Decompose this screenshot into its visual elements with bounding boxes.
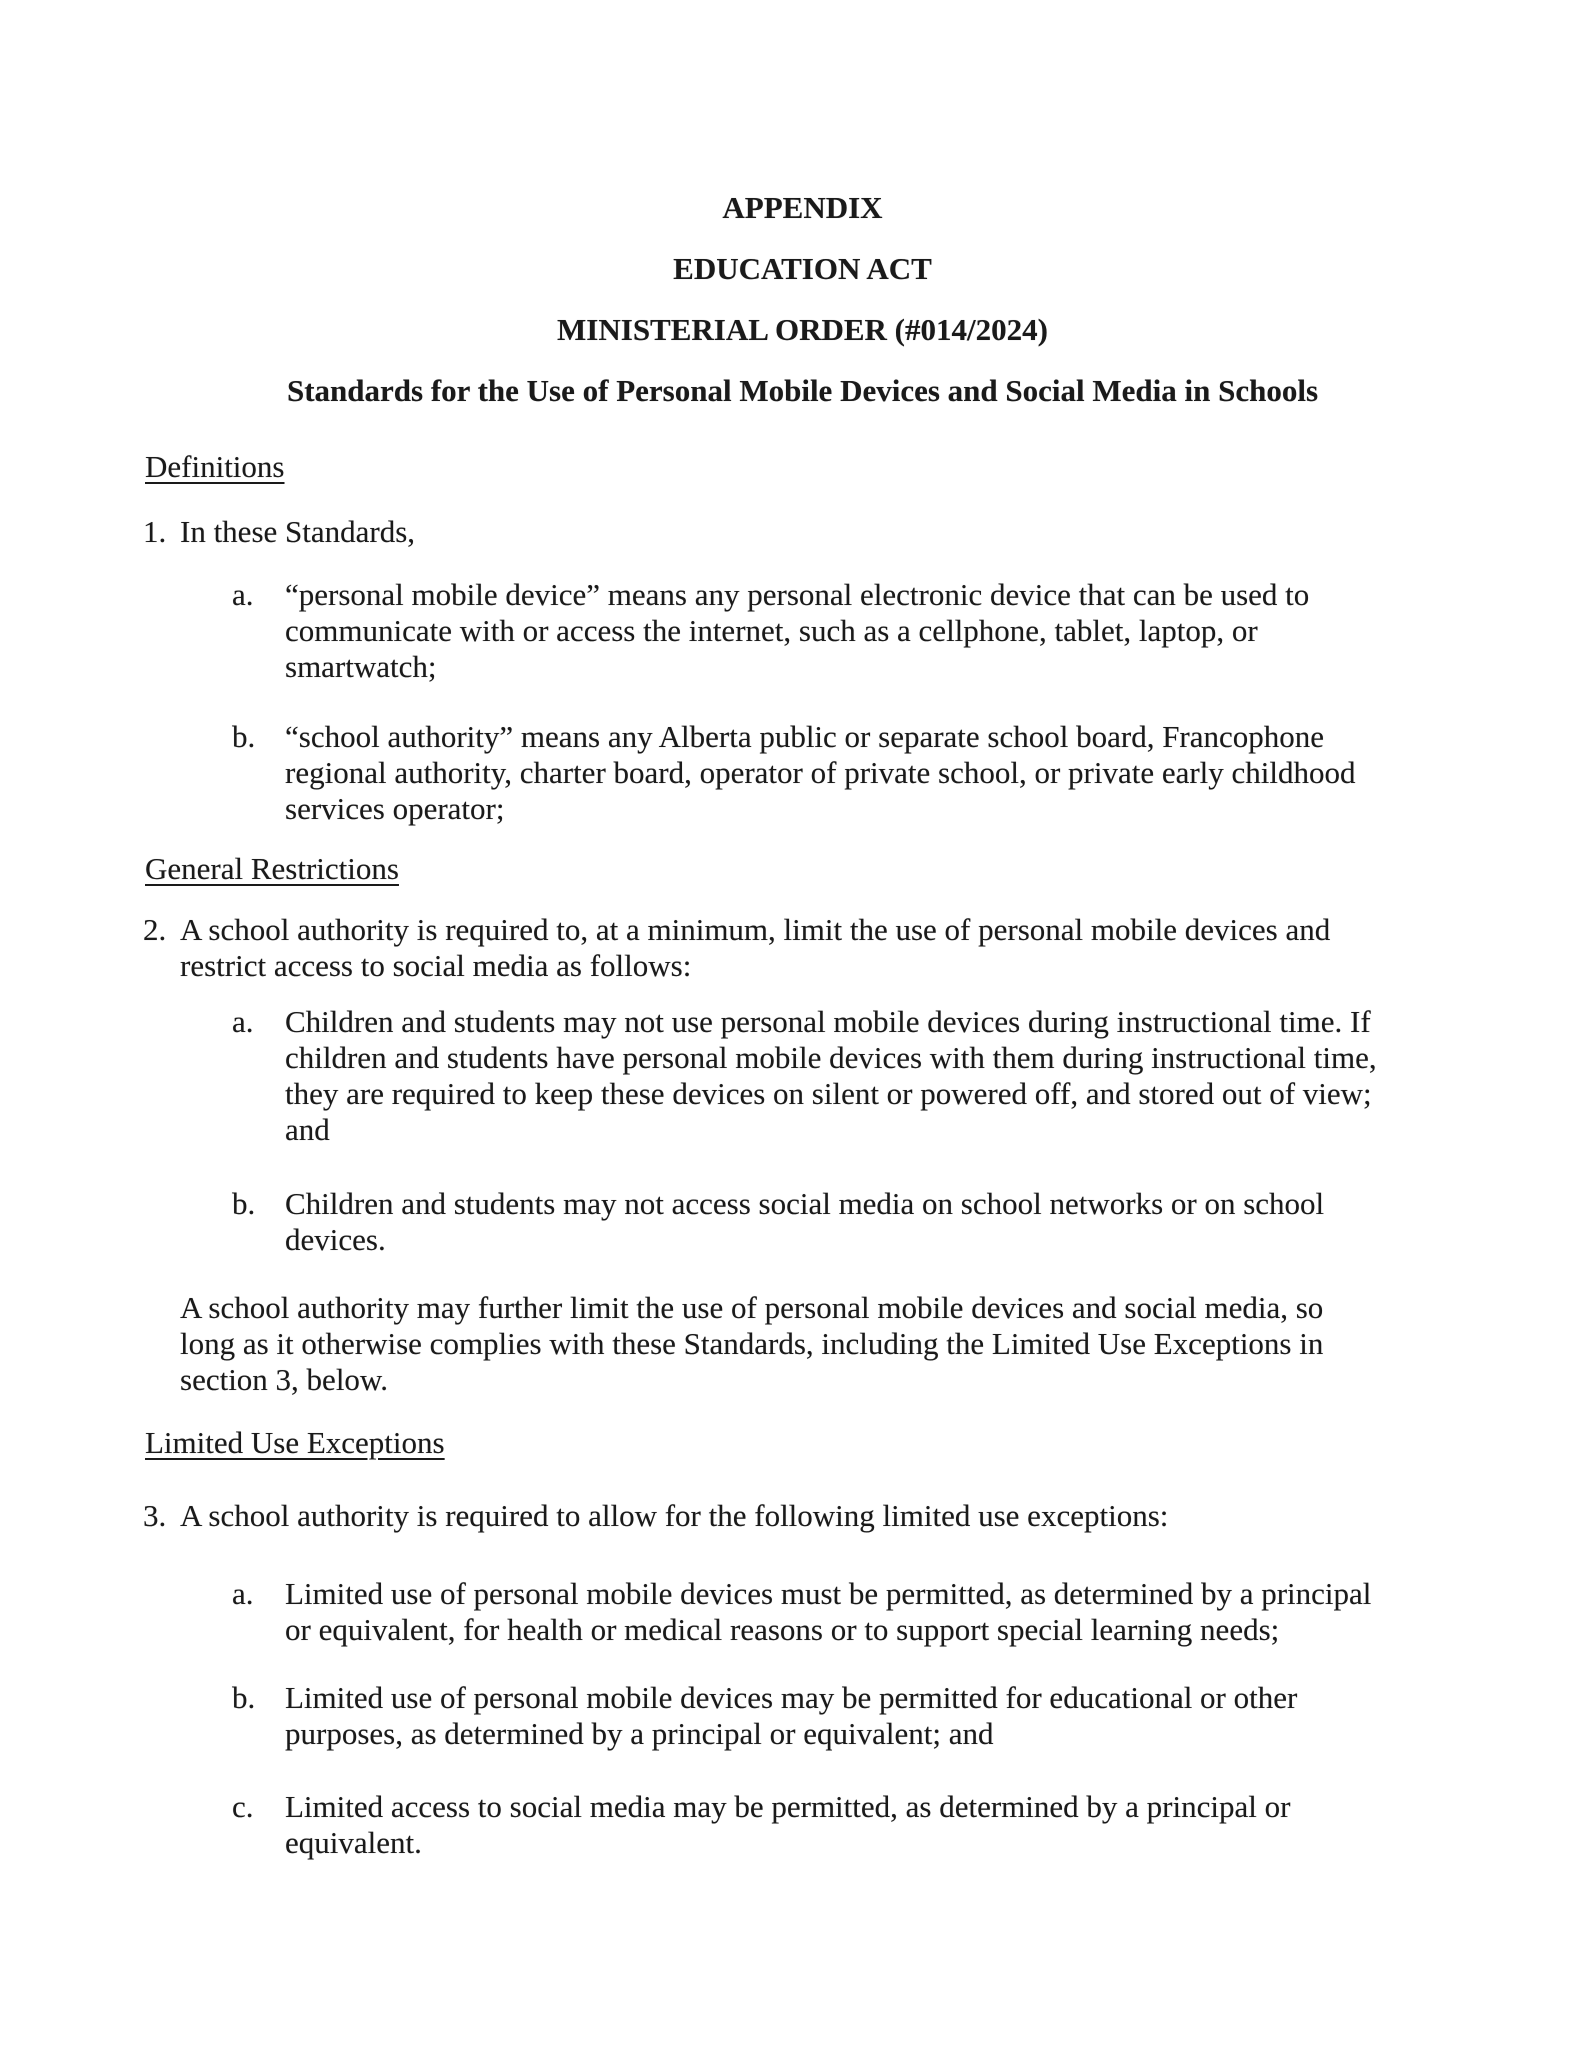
section-definitions [143, 449, 1462, 827]
order-title: MINISTERIAL ORDER (#014/2024) [557, 312, 1048, 347]
list-item-text: A school authority is required to, at a minimum, limit the use of personal mobile devices and restrict access to social media as follows: [180, 912, 1331, 983]
sub-item-letter: c. [232, 1789, 254, 1824]
section-heading-limited-use-exceptions: Limited Use Exceptions [145, 1425, 445, 1460]
sub-item-text: Limited access to social media may be permitted, as determined by a principal or equivalent. [285, 1789, 1291, 1860]
sub-item-2a [232, 1004, 1462, 1148]
list-number: 2. [143, 912, 167, 947]
list-item-1 [143, 514, 1462, 550]
sub-item-text: Children and students may not use personal mobile devices during instructional time. If children and students have personal mobile devices with them during instructional time, they are required to keep these devices on silent or powered off, and stored out of view; and [285, 1004, 1377, 1147]
sub-item-1a [232, 577, 1462, 685]
section-general-restrictions [143, 851, 1462, 1398]
sub-item-letter: b. [232, 1680, 256, 1715]
continuation-paragraph: A school authority may further limit the use of personal mobile devices and social media, so long as it otherwise complies with these Standards, including the Limited Use Exceptions in section 3, below. [180, 1290, 1324, 1397]
list-number: 3. [143, 1498, 167, 1533]
sub-item-3b [232, 1680, 1462, 1752]
sub-item-letter: b. [232, 719, 256, 754]
list-item-text: A school authority is required to allow for the following limited use exceptions: [180, 1498, 1169, 1533]
sub-item-2b [232, 1186, 1462, 1258]
section-heading-definitions: Definitions [145, 449, 285, 484]
sub-item-text: “school authority” means any Alberta public or separate school board, Francophone regional authority, charter board, operator of private school, or private early childhood services operator; [285, 719, 1356, 826]
sub-item-3c [232, 1789, 1462, 1861]
list-item-2 [143, 912, 1462, 984]
list-item-text: In these Standards, [180, 514, 416, 549]
sub-item-letter: b. [232, 1186, 256, 1221]
section-limited-use-exceptions [143, 1425, 1462, 1861]
section-heading-general-restrictions: General Restrictions [145, 851, 399, 886]
sub-item-letter: a. [232, 577, 254, 612]
appendix-title: APPENDIX [722, 190, 883, 225]
sub-item-text: “personal mobile device” means any personal electronic device that can be used to communicate with or access the internet, such as a cellphone, tablet, laptop, or smartwatch; [285, 577, 1310, 684]
sub-item-3a [232, 1576, 1462, 1648]
sub-item-1b [232, 719, 1462, 827]
sub-item-letter: a. [232, 1004, 254, 1039]
sub-item-text: Limited use of personal mobile devices must be permitted, as determined by a principal or equivalent, for health or medical reasons or to support special learning needs; [285, 1576, 1372, 1647]
sub-item-text: Limited use of personal mobile devices may be permitted for educational or other purposes, as determined by a principal or equivalent; and [285, 1680, 1298, 1751]
list-number: 1. [143, 514, 167, 549]
list-item-3 [143, 1498, 1462, 1534]
document-subtitle: Standards for the Use of Personal Mobile Devices and Social Media in Schools [286, 373, 1319, 408]
document-header [143, 190, 1462, 409]
act-title: EDUCATION ACT [673, 251, 932, 286]
sub-item-text: Children and students may not access social media on school networks or on school devices. [285, 1186, 1325, 1257]
sub-item-letter: a. [232, 1576, 254, 1611]
